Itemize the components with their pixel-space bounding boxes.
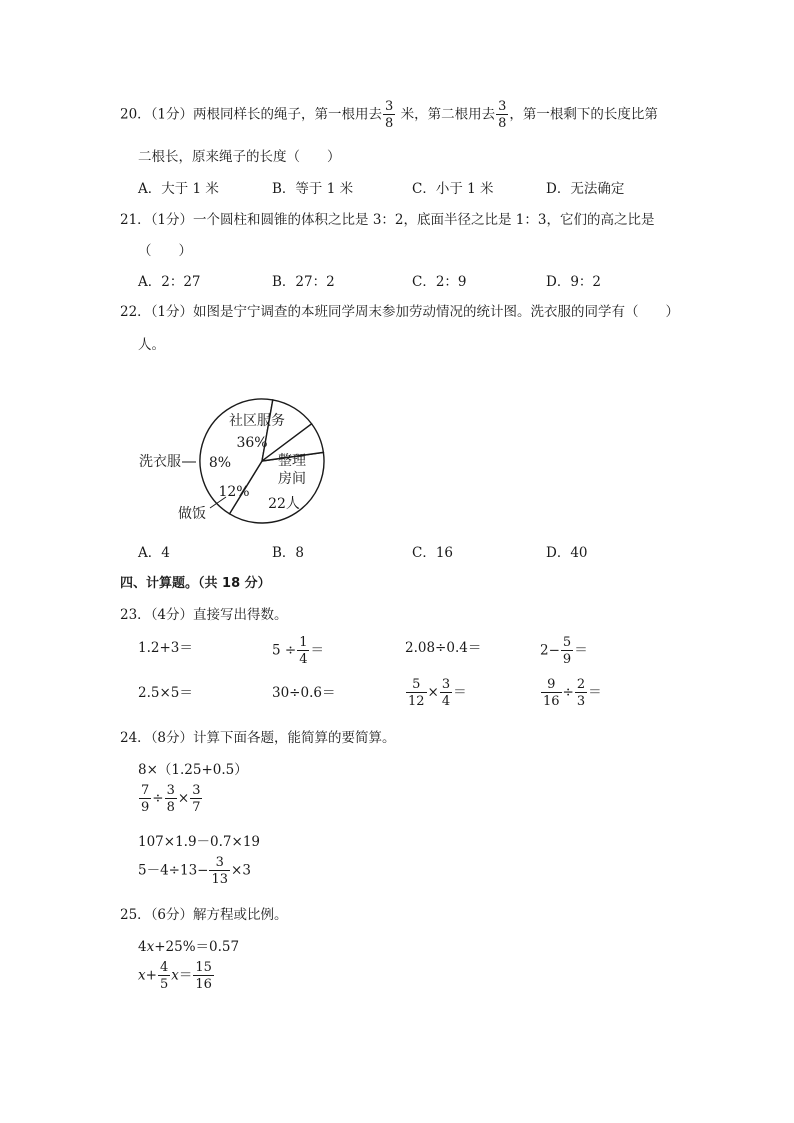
denominator: 16 (195, 977, 212, 992)
numerator: 3 (192, 783, 201, 798)
question-number: 25． (120, 907, 151, 923)
question-number: 21． (120, 212, 151, 228)
numerator: 9 (541, 678, 562, 693)
fraction (575, 678, 587, 708)
denominator: 9 (562, 652, 572, 667)
calc-item (540, 678, 602, 708)
equation (138, 935, 239, 955)
numerator: 2 (576, 677, 586, 692)
denominator: 3 (576, 694, 586, 709)
question-score: （4分） (150, 607, 194, 623)
variable: x (138, 967, 146, 984)
operator: × (177, 790, 190, 807)
question-score: （6分） (150, 907, 194, 923)
pie-chart (130, 388, 390, 558)
denominator: 13 (211, 872, 229, 887)
question-text: 计算下面各题，能简算的要简算。 (193, 730, 396, 746)
section-title: 四、计算题。（共 18 分） (120, 576, 271, 591)
option-d: D．无法确定 (546, 181, 625, 197)
calc-item: 1.2+3＝ (138, 640, 193, 656)
operator: × (427, 684, 439, 701)
denominator: 8 (385, 116, 394, 131)
option-d: D．40 (546, 545, 588, 561)
numerator: 4 (159, 960, 169, 975)
fraction (496, 100, 508, 130)
denominator: 16 (543, 694, 560, 709)
calc-item (272, 636, 324, 666)
option-a: A．4 (138, 545, 170, 561)
denominator: 4 (441, 694, 451, 709)
denominator: 8 (166, 800, 175, 815)
denominator: 8 (498, 116, 507, 131)
question-20 (120, 100, 658, 130)
question-score: （8分） (150, 730, 194, 746)
calc-item: 2.5×5＝ (138, 685, 193, 701)
numerator: 3 (385, 99, 394, 114)
calc-expression (138, 856, 251, 886)
question-21 (120, 208, 654, 228)
slice-label: 社区服务 (229, 413, 285, 429)
calc-item: 2.08÷0.4＝ (405, 640, 482, 656)
option-b: B．27：2 (272, 274, 335, 290)
question-text: 如图是宁宁调查的本班同学周末参加劳动情况的统计图。洗衣服的同学有（ ） (193, 304, 680, 320)
option-b: B．等于 1 米 (272, 181, 354, 197)
question-22-line2: 人。 (138, 337, 165, 353)
question-number: 24． (120, 730, 151, 746)
option-a: A．2：27 (138, 274, 201, 290)
question-23 (120, 603, 288, 623)
fraction (406, 678, 427, 708)
expr-part: 4 (138, 939, 147, 955)
calc-expression: 8×（1.25+0.5） (138, 762, 248, 778)
fraction (541, 678, 562, 708)
calc-item: 30÷0.6＝ (272, 685, 336, 701)
expr-part: 5－4÷13− (138, 862, 209, 879)
fraction (561, 636, 573, 666)
denominator: 9 (141, 800, 150, 815)
denominator: 5 (159, 977, 169, 992)
calc-item (405, 678, 467, 708)
numerator: 15 (195, 960, 212, 975)
fraction (209, 856, 230, 886)
expr-part: ＝ (574, 642, 588, 659)
question-22 (120, 300, 679, 320)
operator: ＝ (178, 967, 193, 984)
variable: x (146, 939, 155, 955)
option-c: C．小于 1 米 (412, 181, 494, 197)
slice-label: 做饭 (178, 506, 206, 522)
fraction (193, 961, 214, 991)
slice-value-label: 8% (208, 455, 232, 471)
numerator: 3 (498, 99, 507, 114)
expr-part: ＝ (588, 684, 602, 701)
expr-part: 2− (540, 642, 560, 659)
option-c: C．2：9 (412, 274, 467, 290)
question-number: 22． (120, 304, 151, 320)
calc-expression: 107×1.9－0.7×19 (138, 834, 261, 850)
slice-value-label: 22人 (268, 496, 300, 512)
fraction (139, 784, 151, 814)
option-a: A．大于 1 米 (138, 181, 219, 197)
numerator: 5 (562, 635, 572, 650)
calc-item (540, 636, 588, 666)
slice-label: 整理 (278, 453, 306, 469)
fraction (165, 784, 177, 814)
question-24 (120, 726, 396, 746)
operator: ÷ (562, 684, 574, 701)
fraction (383, 100, 395, 130)
question-text: 两根同样长的绳子，第一根用去 (193, 106, 383, 123)
expr-part: ＝ (453, 684, 467, 701)
numerator: 7 (141, 783, 150, 798)
denominator: 4 (299, 652, 308, 667)
question-text: 一个圆柱和圆锥的体积之比是 3：2，底面半径之比是 1：3，它们的高之比是 (193, 212, 655, 228)
equation (138, 961, 215, 991)
slice-value-label: 12% (218, 484, 250, 500)
expr-part: +25%＝0.57 (154, 939, 240, 955)
denominator: 7 (192, 800, 201, 815)
numerator: 5 (406, 678, 427, 693)
expr-part: 5 ÷ (272, 642, 297, 659)
numerator: 3 (209, 856, 230, 871)
question-text: 米，第二根用去 (400, 106, 496, 123)
question-number: 23． (120, 607, 151, 623)
question-score: （1分） (150, 106, 194, 123)
option-b: B．8 (272, 545, 305, 561)
slice-value-label: 36% (236, 435, 268, 451)
numerator: 3 (441, 677, 451, 692)
numerator: 3 (166, 783, 175, 798)
option-d: D．9：2 (546, 274, 602, 290)
denominator: 12 (408, 694, 425, 709)
operator: ÷ (152, 790, 164, 807)
variable: x (171, 967, 179, 984)
question-number: 20． (120, 106, 151, 123)
question-text: ，第一根剩下的长度比第 (509, 106, 658, 123)
option-c: C．16 (412, 545, 454, 561)
fraction (440, 678, 452, 708)
numerator: 1 (299, 635, 308, 650)
slice-label: 洗衣服 (139, 454, 181, 470)
fraction (158, 961, 170, 991)
expr-part: ＝ (310, 642, 324, 659)
expr-part: ×3 (231, 862, 251, 879)
operator: + (145, 967, 157, 984)
question-text: 解方程或比例。 (193, 907, 288, 923)
calc-expression (138, 784, 203, 814)
question-score: （1分） (150, 304, 194, 320)
question-score: （1分） (150, 212, 194, 228)
fraction (190, 784, 202, 814)
question-20-line2: 二根长，原来绳子的长度（ ） (138, 149, 341, 165)
question-text: 直接写出得数。 (193, 607, 288, 623)
fraction (297, 636, 309, 666)
question-25 (120, 903, 288, 923)
question-21-line2: （ ） (138, 243, 192, 259)
slice-label: 房间 (278, 471, 306, 487)
